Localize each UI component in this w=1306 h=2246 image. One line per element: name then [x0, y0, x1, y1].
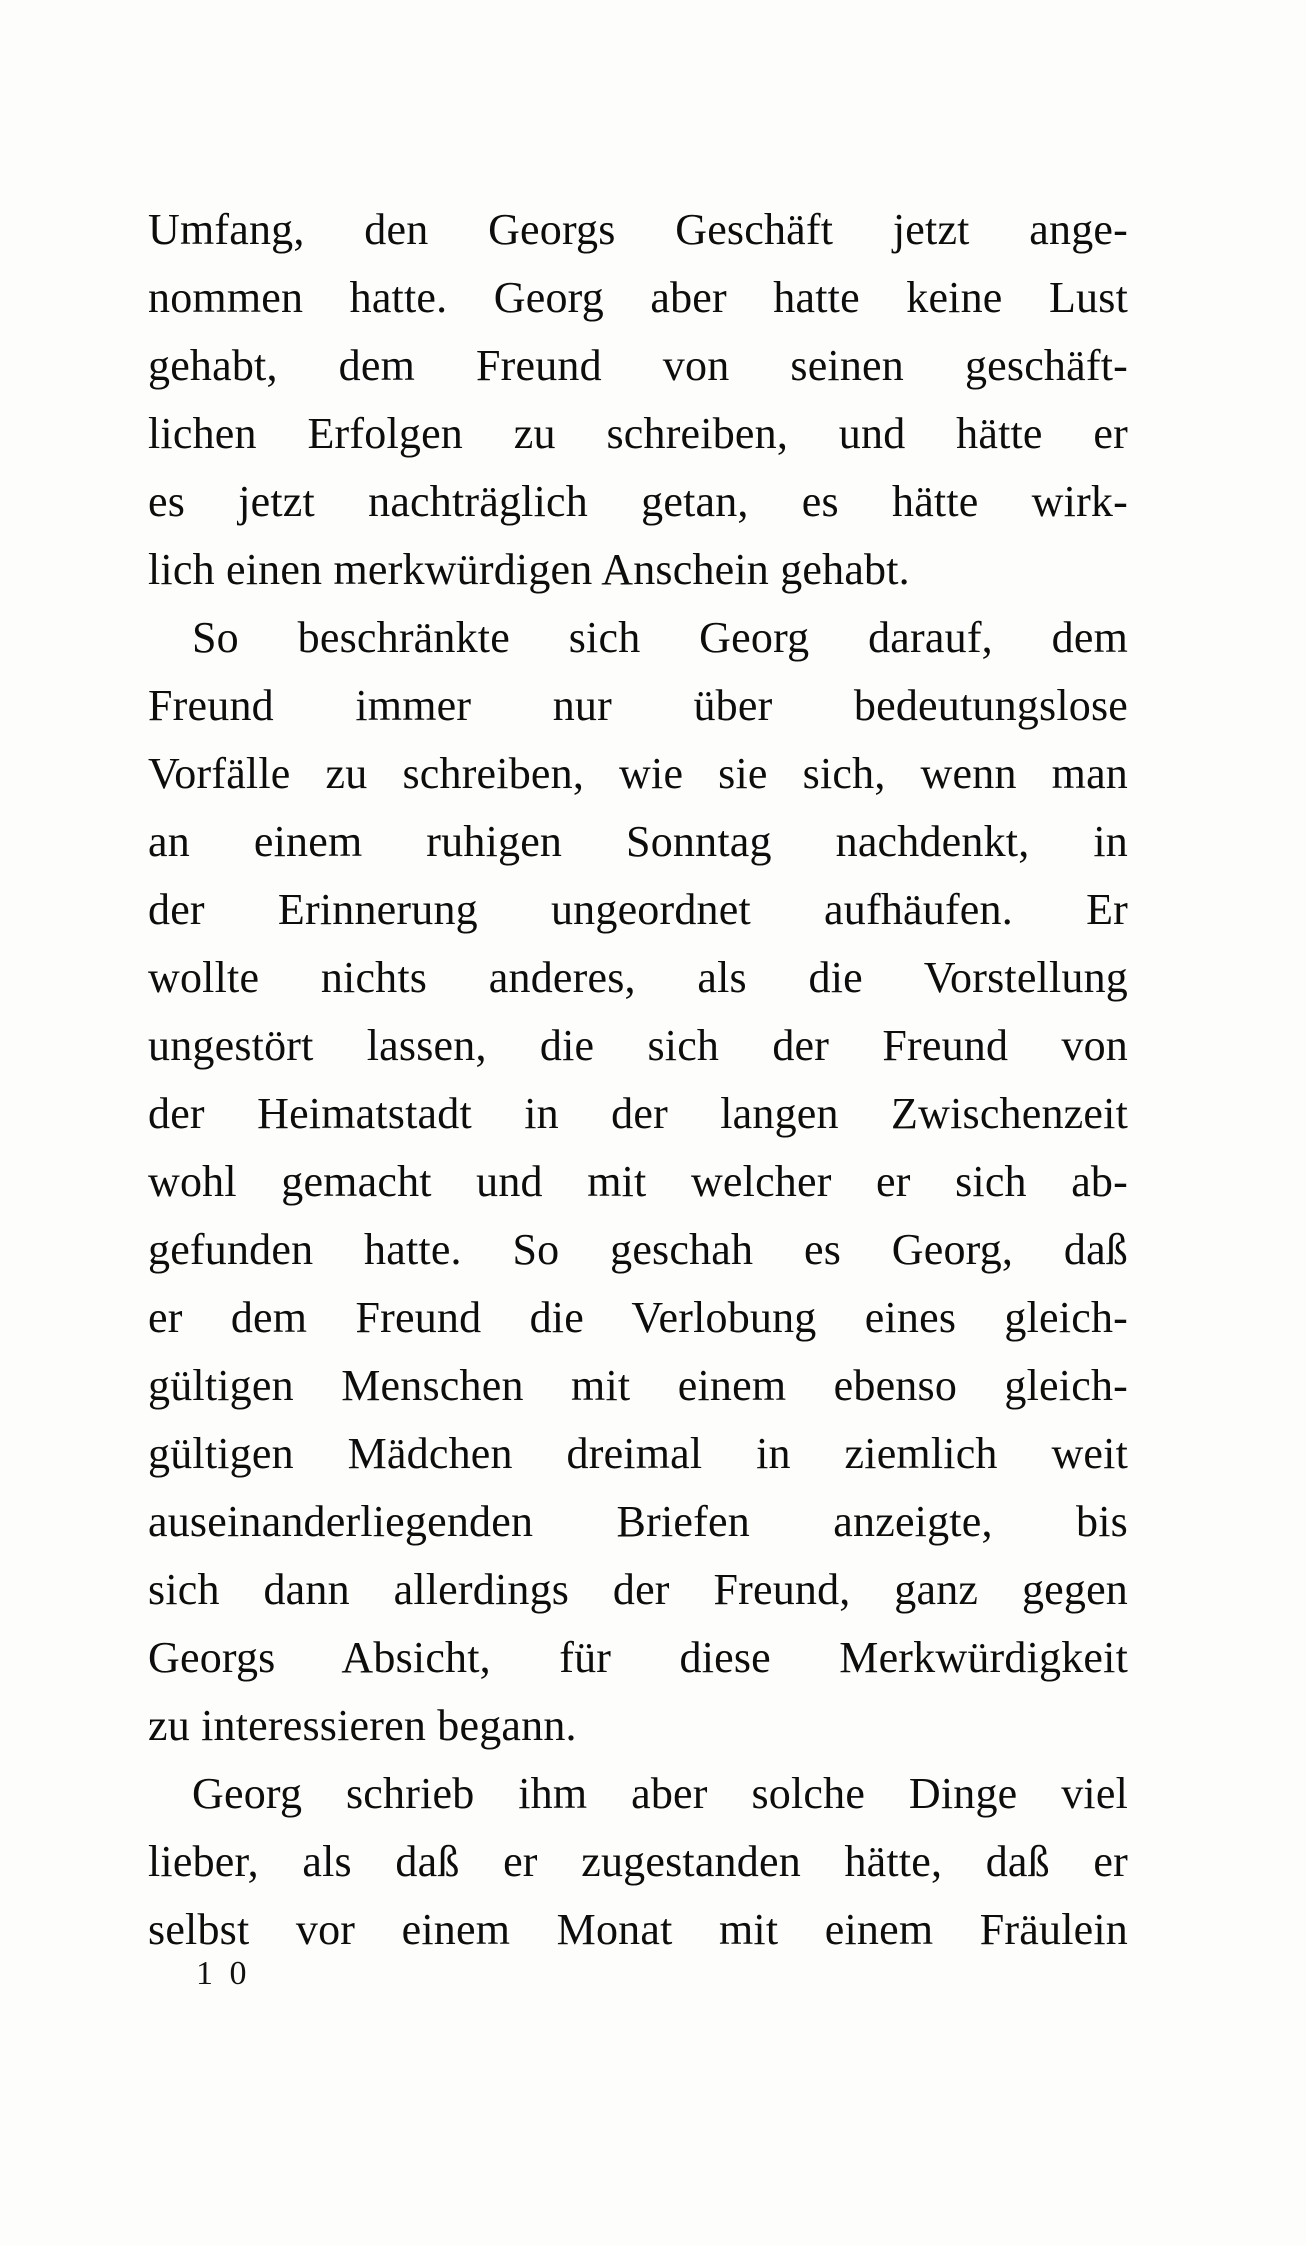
text-line: [148, 468, 1128, 536]
line-text: wollte nichts anderes, als die Vorstellung: [148, 953, 1128, 1002]
text-line: [148, 536, 1128, 604]
paragraph: [148, 1760, 1128, 1964]
line-text: Freund immer nur über bedeutungslose: [148, 681, 1128, 730]
line-text: Umfang, den Georgs Geschäft jetzt ange-: [148, 205, 1128, 254]
line-text: ungestört lassen, die sich der Freund von: [148, 1021, 1128, 1070]
text-line: [148, 1284, 1128, 1352]
text-line: [148, 1420, 1128, 1488]
line-text: lich einen merkwürdigen Anschein gehabt.: [148, 545, 910, 594]
line-text: zu interessieren begann.: [148, 1701, 577, 1750]
line-text: an einem ruhigen Sonntag nachdenkt, in: [148, 817, 1128, 866]
text-line: [148, 808, 1128, 876]
text-line: [148, 1080, 1128, 1148]
line-text: gefunden hatte. So geschah es Georg, daß: [148, 1225, 1128, 1274]
text-line: [148, 740, 1128, 808]
text-line: [148, 1556, 1128, 1624]
line-text: gültigen Mädchen dreimal in ziemlich weit: [148, 1429, 1128, 1478]
text-line: [148, 672, 1128, 740]
text-line: [148, 1012, 1128, 1080]
text-line: [148, 196, 1128, 264]
text-line: [148, 1760, 1128, 1828]
text-line: [148, 604, 1128, 672]
text-line: [148, 1692, 1128, 1760]
paragraph: [148, 604, 1128, 1760]
line-text: auseinanderliegenden Briefen anzeigte, bis: [148, 1497, 1128, 1546]
line-text: er dem Freund die Verlobung eines gleich-: [148, 1293, 1128, 1342]
line-text: Vorfälle zu schreiben, wie sie sich, wenn man: [148, 749, 1128, 798]
line-text: lieber, als daß er zugestanden hätte, daß er: [148, 1837, 1128, 1886]
line-text: So beschränkte sich Georg darauf, dem: [192, 613, 1128, 662]
line-text: es jetzt nachträglich getan, es hätte wirk-: [148, 477, 1128, 526]
text-line: [148, 332, 1128, 400]
text-line: [148, 1488, 1128, 1556]
line-text: Georg schrieb ihm aber solche Dinge viel: [192, 1769, 1128, 1818]
paragraph: [148, 196, 1128, 604]
line-text: wohl gemacht und mit welcher er sich ab-: [148, 1157, 1128, 1206]
text-line: [148, 1352, 1128, 1420]
line-text: gehabt, dem Freund von seinen geschäft-: [148, 341, 1128, 390]
text-line: [148, 264, 1128, 332]
line-text: lichen Erfolgen zu schreiben, und hätte er: [148, 409, 1128, 458]
text-line: [148, 876, 1128, 944]
line-text: der Heimatstadt in der langen Zwischenzeit: [148, 1089, 1128, 1138]
text-line: [148, 1896, 1128, 1964]
page-number: 1 0: [196, 1955, 251, 1992]
text-line: [148, 1624, 1128, 1692]
text-line: [148, 1828, 1128, 1896]
line-text: nommen hatte. Georg aber hatte keine Lust: [148, 273, 1128, 322]
text-line: [148, 400, 1128, 468]
text-line: [148, 1216, 1128, 1284]
text-block: [148, 196, 1128, 1964]
line-text: gültigen Menschen mit einem ebenso gleich-: [148, 1361, 1128, 1410]
line-text: der Erinnerung ungeordnet aufhäufen. Er: [148, 885, 1128, 934]
line-text: Georgs Absicht, für diese Merkwürdigkeit: [148, 1633, 1128, 1682]
line-text: selbst vor einem Monat mit einem Fräulein: [148, 1905, 1128, 1954]
text-line: [148, 944, 1128, 1012]
line-text: sich dann allerdings der Freund, ganz gegen: [148, 1565, 1128, 1614]
text-line: [148, 1148, 1128, 1216]
